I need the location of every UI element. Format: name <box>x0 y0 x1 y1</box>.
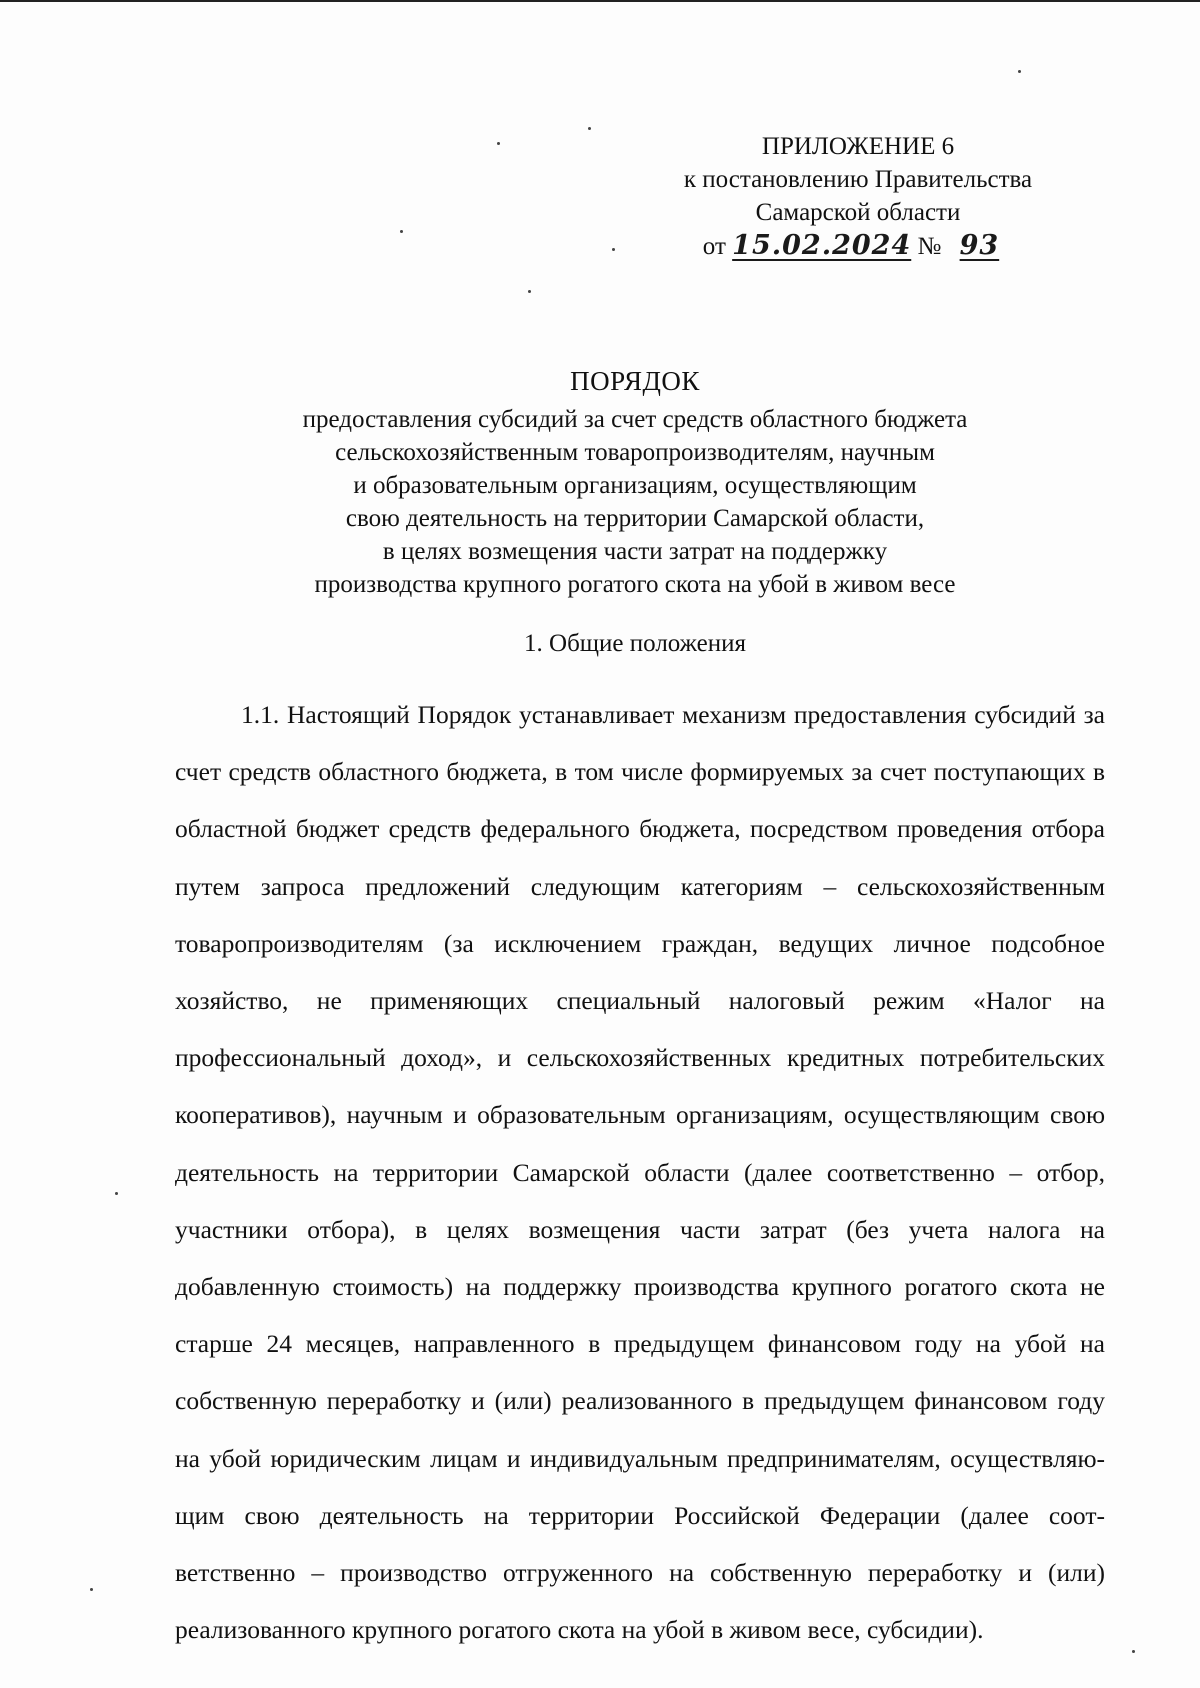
subtitle-line: и образовательным организациям, осуществляющим <box>353 472 917 499</box>
section-heading: 1. Общие положения <box>524 630 746 657</box>
number-prefix: № <box>917 233 942 260</box>
subtitle-line: производства крупного рогатого скота на убой в живом весе <box>314 571 956 598</box>
scan-speck <box>1018 70 1021 73</box>
scan-speck <box>400 230 403 233</box>
scan-speck <box>115 1192 118 1195</box>
handwritten-number: 93 <box>959 230 1000 261</box>
subtitle-line: свою деятельность на территории Самарской области, <box>345 505 925 532</box>
scan-speck <box>588 127 591 130</box>
scan-speck <box>90 1588 93 1591</box>
date-prefix: от <box>702 233 726 260</box>
handwritten-date: 15.02.2024 <box>732 230 912 261</box>
appendix-line2: Самарской области <box>755 199 961 226</box>
subtitle-line: в целях возмещения части затрат на поддержку <box>382 538 888 565</box>
subtitle-line: сельскохозяйственным товаропроизводителям, научным <box>335 439 935 466</box>
appendix-header <box>658 130 1058 263</box>
document-title: ПОРЯДОК <box>570 366 700 396</box>
scan-top-edge <box>0 0 1200 2</box>
appendix-line1: к постановлению Правительства <box>683 166 1033 193</box>
document-title-block <box>180 365 1090 601</box>
body-paragraph: 1.1. Настоящий Порядок устанавливает механизм предоставления субсидий за счет средств областного бюджета, в том числе формируемых за счет поступающих в областной бюджет средств федерального бюджета, посредством проведения отбора путем запроса предложений следующим категориям – сельскохозяйственным товаропроизводителям (за исключением граждан, ведущих личное подсобное хозяйство, не применяющих специальный налоговый режим «Налог на профессиональный доход», и сельскохозяйственных кредитных потребительских кооперативов), научным и образовательным организациям, осуществляющим свою деятельность на территории Самарской области (далее соответственно – отбор, участники отбора), в целях возмещения части затрат (без учета налога на добавленную стоимость) на поддержку производства крупного рогатого скота не старше 24 месяцев, направленного в предыдущем финансовом году на убой на собственную переработку и (или) реализованного в предыдущем финансовом году на убой юридическим лицам и индивидуальным предпринимателям, осуществляющим свою деятельность на территории Российской Федерации (далее соответственно – производство отгруженного на собственную переработку и (или) реализованного крупного рогатого скота на убой в живом весе, субсидии). <box>175 700 1105 1645</box>
scan-speck <box>497 142 500 145</box>
subtitle-line: предоставления субсидий за счет средств областного бюджета <box>302 406 968 433</box>
scan-speck <box>528 290 531 293</box>
appendix-date-line <box>658 229 1058 263</box>
scan-speck <box>1132 1650 1135 1653</box>
appendix-title: ПРИЛОЖЕНИЕ 6 <box>761 133 955 160</box>
scan-speck <box>612 248 615 251</box>
